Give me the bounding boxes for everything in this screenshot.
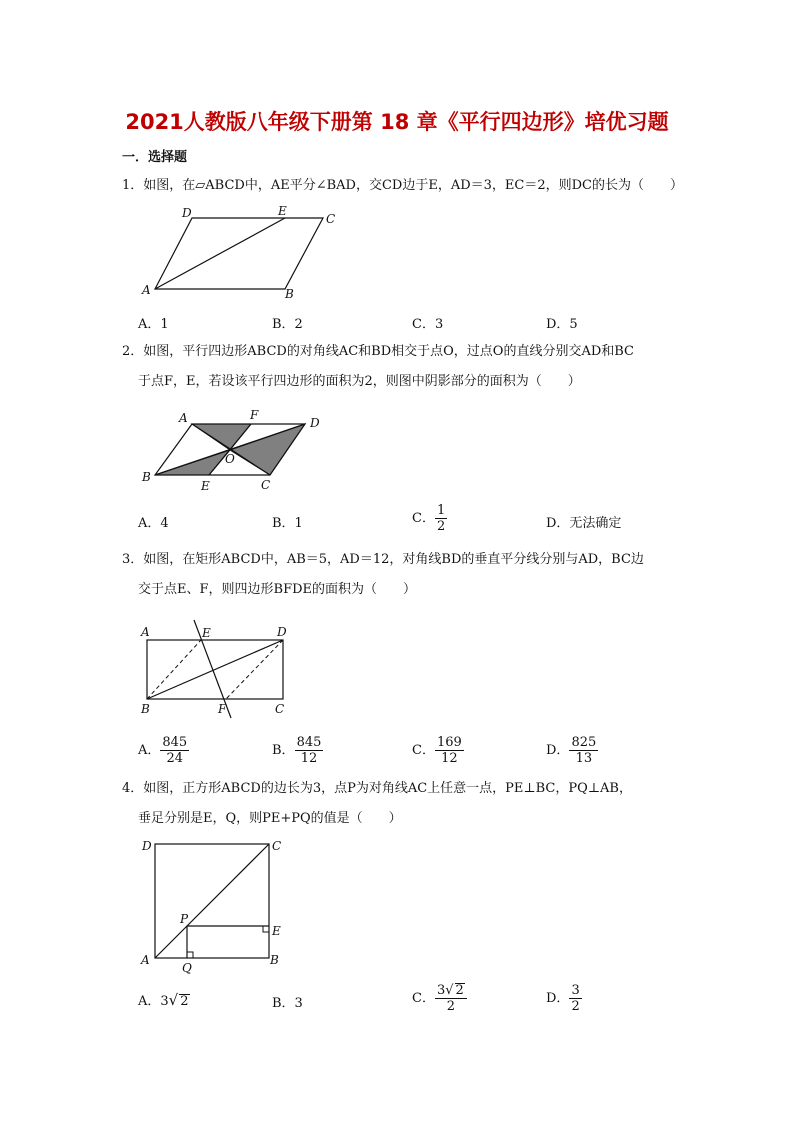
label-a: A xyxy=(141,625,150,639)
option-prefix: B． xyxy=(272,743,295,758)
option-prefix: C． xyxy=(412,991,435,1006)
option-prefix: C． xyxy=(412,511,435,526)
label-d: D xyxy=(277,625,287,639)
label-a: A xyxy=(141,953,150,967)
label-o: O xyxy=(225,452,235,466)
label-f: F xyxy=(250,408,259,422)
page-title: 2021人教版八年级下册第 18 章《平行四边形》培优习题 xyxy=(125,110,669,134)
q4-option-d[interactable] xyxy=(546,983,582,1014)
q4-option-a[interactable] xyxy=(138,990,190,1009)
q2-option-b[interactable]: B．1 xyxy=(272,516,303,531)
q1-option-b[interactable]: B．2 xyxy=(272,317,303,332)
question-3-stem-line-1: 3．如图，在矩形ABCD中，AB＝5，AD＝12，对角线BD的垂直平分线分别与AD，BC边 xyxy=(122,552,644,567)
label-a: A xyxy=(179,411,188,425)
denominator: 12 xyxy=(300,751,318,766)
right-angle-mark-e xyxy=(263,926,269,932)
question-3-stem-line-2: 交于点E、F，则四边形BFDE的面积为（ ） xyxy=(138,582,416,597)
diagonal-ac xyxy=(155,844,269,958)
label-c: C xyxy=(275,702,285,716)
fraction xyxy=(435,983,467,1014)
denominator: 12 xyxy=(441,751,458,766)
question-2-stem-line-1: 2．如图，平行四边形ABCD的对角线AC和BD相交于点O，过点O的直线分别交AD和BC xyxy=(122,344,635,359)
radical-sign-icon: √ xyxy=(168,991,179,1009)
label-a: A xyxy=(142,283,151,297)
section-heading: 一．选择题 xyxy=(122,150,188,165)
label-d: D xyxy=(142,839,152,853)
label-p: P xyxy=(180,912,189,926)
option-prefix: D． xyxy=(546,991,570,1006)
label-b: B xyxy=(142,470,151,484)
radical-sign-icon: √ xyxy=(445,983,454,998)
label-f: F xyxy=(218,702,227,716)
q1-option-a[interactable]: A．1 xyxy=(138,317,169,332)
radicand: 2 xyxy=(455,983,464,998)
coefficient: 3 xyxy=(160,994,169,1009)
denominator: 2 xyxy=(446,999,456,1014)
denominator: 24 xyxy=(166,751,184,766)
option-prefix: D． xyxy=(546,743,570,758)
numerator: 1 xyxy=(436,503,446,518)
label-c: C xyxy=(326,212,336,226)
numerator: 169 xyxy=(436,735,462,750)
q1-option-c[interactable]: C．3 xyxy=(412,317,444,332)
right-angle-mark-q xyxy=(187,952,193,958)
denominator: 13 xyxy=(575,751,593,766)
label-e: E xyxy=(278,204,287,218)
question-2-stem-line-2: 于点F，E，若设该平行四边形的面积为2，则图中阴影部分的面积为（ ） xyxy=(138,374,581,389)
label-d: D xyxy=(310,416,320,430)
numerator: 3 xyxy=(571,983,580,998)
option-prefix: A． xyxy=(138,994,161,1009)
numerator: 825 xyxy=(571,735,597,750)
numerator xyxy=(435,983,467,999)
denominator: 2 xyxy=(436,519,446,534)
numerator: 845 xyxy=(162,735,188,750)
option-prefix: C． xyxy=(412,743,435,758)
label-e: E xyxy=(202,626,211,640)
q1-option-d[interactable]: D．5 xyxy=(546,317,578,332)
question-1-stem: 1．如图，在▱ABCD中，AE平分∠BAD，交CD边于E，AD＝3，EC＝2，则DC的长为（ ） xyxy=(122,178,683,193)
label-q: Q xyxy=(182,961,192,975)
label-c: C xyxy=(272,839,282,853)
numerator: 845 xyxy=(296,735,322,750)
q2-option-d[interactable]: D．无法确定 xyxy=(546,516,622,531)
option-prefix: A． xyxy=(138,743,161,758)
label-c: C xyxy=(261,478,271,492)
label-b: B xyxy=(270,953,279,967)
label-e: E xyxy=(272,924,281,938)
q4-option-b[interactable]: B．3 xyxy=(272,996,303,1011)
label-d: D xyxy=(182,206,192,220)
radicand: 2 xyxy=(180,994,189,1009)
question-4-stem-line-1: 4．如图，正方形ABCD的边长为3，点P为对角线AC上任意一点，PE⊥BC，PQ⊥AB， xyxy=(122,781,632,796)
q2-option-a[interactable]: A．4 xyxy=(138,516,169,531)
question-4-stem-line-2: 垂足分别是E，Q，则PE+PQ的值是（ ） xyxy=(138,811,402,826)
coefficient: 3 xyxy=(436,983,446,998)
fraction xyxy=(569,983,581,1014)
denominator: 2 xyxy=(571,999,580,1014)
q4-option-c[interactable] xyxy=(412,983,467,1014)
label-e: E xyxy=(201,479,210,493)
label-b: B xyxy=(141,702,150,716)
label-b: B xyxy=(285,287,294,301)
